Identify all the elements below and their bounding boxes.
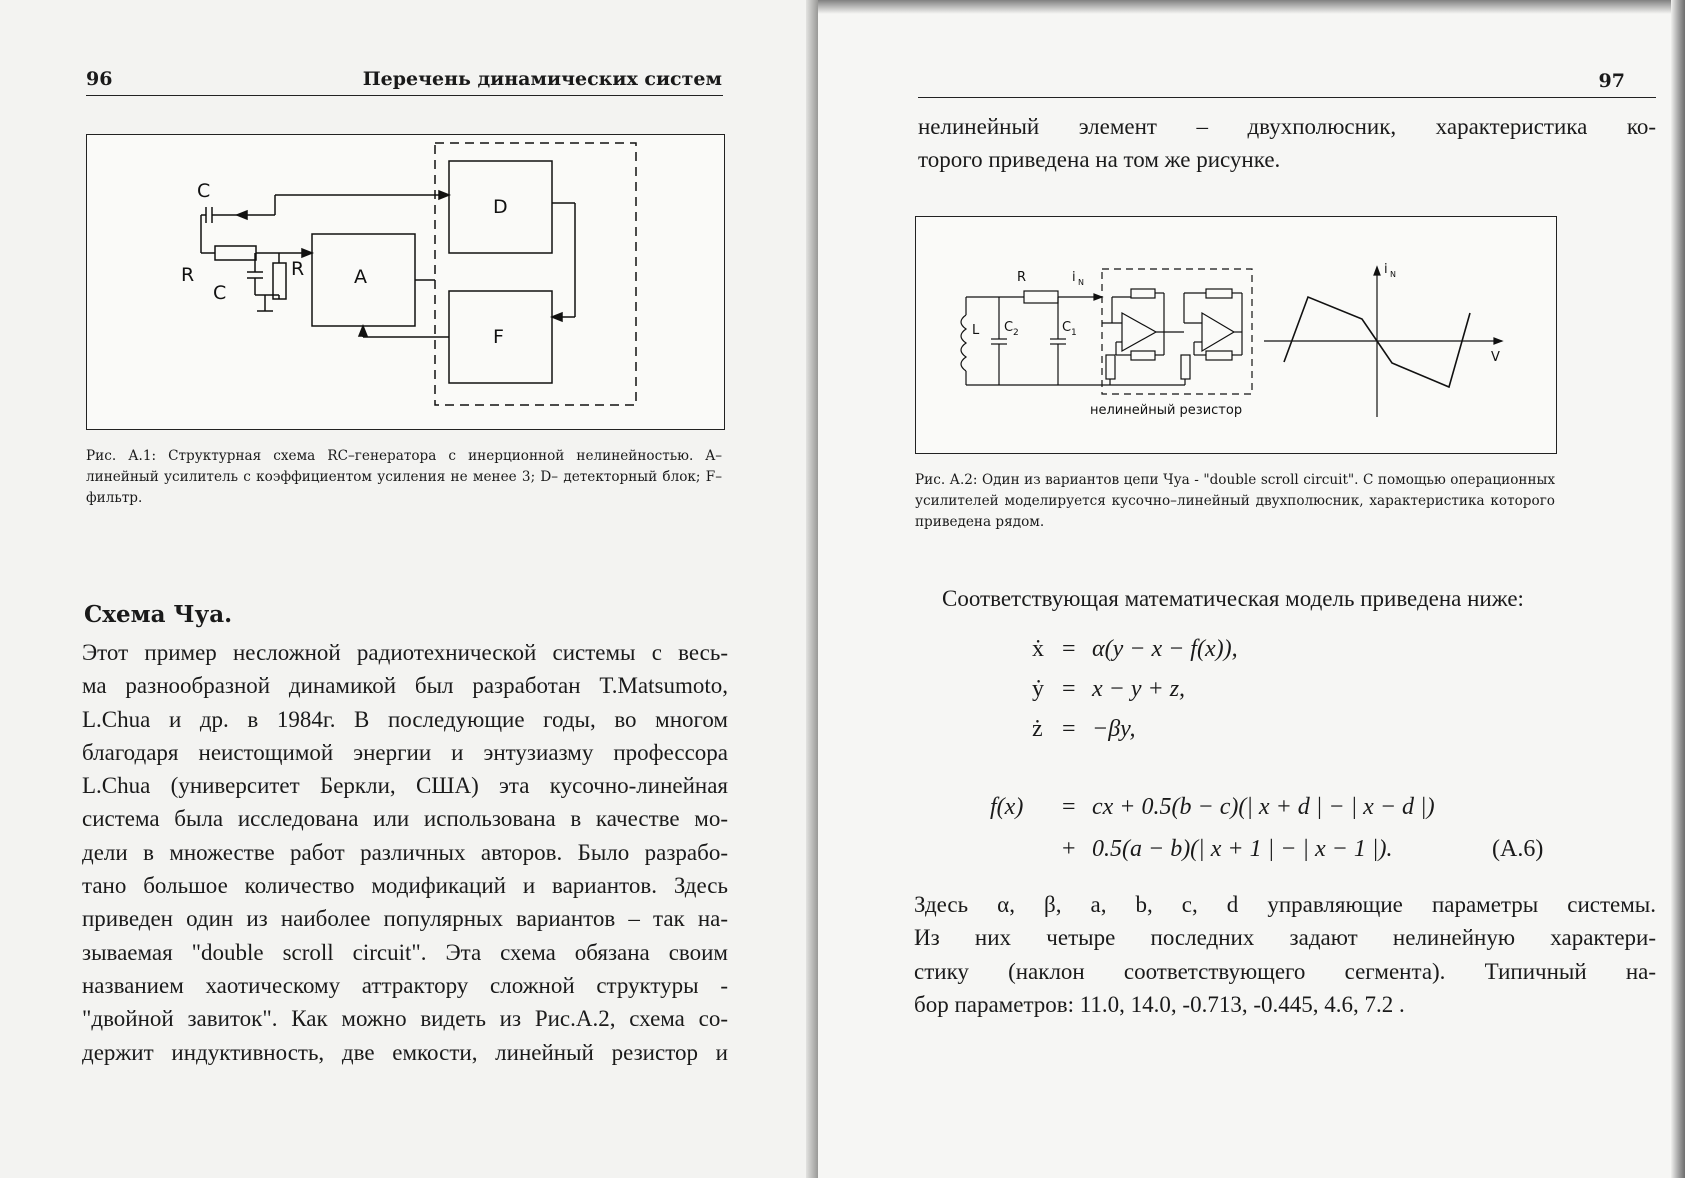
eq2-lhs: ẏ: [1032, 676, 1044, 702]
eq5-plus: +: [1062, 836, 1076, 862]
model-sentence-text: Соответствующая математическая модель приведена ниже:: [942, 586, 1524, 611]
paragraph-line: приведен один из наиболее популярных вариантов – так на-: [82, 906, 728, 932]
section-title-chua: Схема Чуа.: [84, 601, 233, 628]
scan-right-edge: [1671, 0, 1685, 1178]
chua-paragraph: [82, 636, 728, 1069]
closing-line: бор параметров: 11.0, 14.0, -0.713, -0.445, 4.6, 7.2 .: [914, 991, 1405, 1017]
paragraph-line: L.Chua и др. в 1984г. В последующие годы, во многом: [82, 706, 728, 732]
paragraph-line: "двойной завиток". Как можно видеть из Рис.А.2, схема со-: [82, 1006, 728, 1032]
paragraph-line: зываемая "double scroll circuit". Эта схема обязана своим: [82, 939, 728, 965]
label-in-sub: N: [1078, 278, 1084, 287]
paragraph-line: L.Chua (университет Беркли, США) эта кусочно-линейная: [82, 773, 728, 799]
paragraph-line: ма разнообразной динамикой был разработан T.Matsumoto,: [82, 673, 728, 699]
eq1-rhs: α(y − x − f(x)),: [1092, 636, 1238, 662]
label-c1-sub: 1: [1071, 328, 1077, 338]
equation-label: (A.6): [1492, 836, 1544, 862]
label-axis-i-sub: N: [1390, 270, 1396, 279]
closing-line: стику (наклон соответствующего сегмента). Типичный на-: [914, 958, 1656, 984]
label-r: R: [1017, 270, 1027, 285]
label-c-bottom: C: [213, 282, 227, 304]
rc-generator-diagram: [87, 135, 724, 429]
eq5-rhs: 0.5(a − b)(| x + 1 | − | x − 1 |).: [1092, 836, 1393, 862]
eq3-rhs: −βy,: [1092, 716, 1136, 742]
paragraph-line: Этот пример несложной радиотехнической системы с весь-: [82, 640, 728, 665]
figure-a1-frame: [86, 134, 725, 430]
paragraph-line: тано большое количество модификаций и вариантов. Здесь: [82, 873, 728, 899]
label-axis-v: V: [1491, 350, 1500, 365]
eq3-equals: =: [1062, 716, 1076, 742]
eq4-rhs: cx + 0.5(b − c)(| x + d | − | x − d |): [1092, 794, 1435, 820]
eq2-rhs: x − y + z,: [1092, 676, 1186, 702]
header-rule-right: [918, 97, 1656, 98]
figure-a1-caption: Рис. А.1: Структурная схема RC–генератора с инерционной нелинейностью. A– линейный усилитель с коэффициентом усиления не менее 3; D– детекторный блок; F– фильтр.: [86, 448, 722, 506]
label-axis-i: i: [1384, 262, 1388, 277]
scan-top-shadow: [818, 0, 1685, 14]
closing-paragraph: [914, 888, 1656, 1021]
label-block-d: D: [493, 196, 508, 218]
paragraph-line: благодаря неистощимой энергии и энтузиазму профессора: [82, 739, 728, 765]
label-c1: C: [1062, 320, 1072, 335]
paragraph-line: дели в множестве работ различных авторов. Было разрабо-: [82, 839, 728, 865]
closing-line: Из них четыре последних задают нелинейную характери-: [914, 925, 1656, 951]
chua-circuit-diagram: [916, 217, 1556, 453]
label-block-a: A: [354, 266, 367, 288]
label-r-mid: R: [291, 258, 305, 280]
page-number-left: 96: [86, 68, 113, 90]
eq3-lhs: ż: [1032, 716, 1043, 742]
eq1-lhs: ẋ: [1032, 636, 1044, 662]
eq1-equals: =: [1062, 636, 1076, 662]
model-sentence: [942, 582, 1662, 615]
label-r-left: R: [181, 264, 195, 286]
label-c-top: C: [197, 180, 211, 202]
eq4-equals: =: [1062, 794, 1076, 820]
header-rule: [86, 95, 723, 96]
eq2-equals: =: [1062, 676, 1076, 702]
paragraph-line: держит индуктивность, две емкости, линейный резистор и: [82, 1039, 728, 1065]
intro-line: торого приведена на том же рисунке.: [918, 147, 1281, 173]
label-nonlinear-resistor: нелинейный резистор: [1090, 403, 1243, 418]
running-head: Перечень динамических систем: [362, 68, 722, 90]
label-c2: C: [1004, 320, 1014, 335]
label-c2-sub: 2: [1013, 328, 1019, 338]
figure-a2-frame: [915, 216, 1557, 454]
paragraph-line: система была исследована или использована в качестве мо-: [82, 806, 728, 832]
intro-text: [918, 110, 1656, 177]
label-in: i: [1072, 270, 1076, 285]
eq4-lhs: f(x): [990, 794, 1024, 820]
closing-line: Здесь α, β, a, b, c, d управляющие параметры системы.: [914, 892, 1656, 917]
figure-a2-caption: Рис. А.2: Один из вариантов цепи Чуа - "double scroll circuit". С помощью операционных усилителей моделируется кусочно–линейный двухполюсник, характеристика которого приведена рядом.: [915, 472, 1555, 530]
paragraph-line: названием хаотическому аттрактору сложной структуры -: [82, 972, 728, 998]
intro-line: нелинейный элемент – двухполюсник, характеристика ко-: [918, 114, 1656, 139]
label-block-f: F: [493, 326, 504, 348]
page-number-right: 97: [1598, 70, 1625, 92]
label-l: L: [972, 323, 980, 338]
left-page: [0, 0, 818, 1178]
right-page: [818, 0, 1685, 1178]
